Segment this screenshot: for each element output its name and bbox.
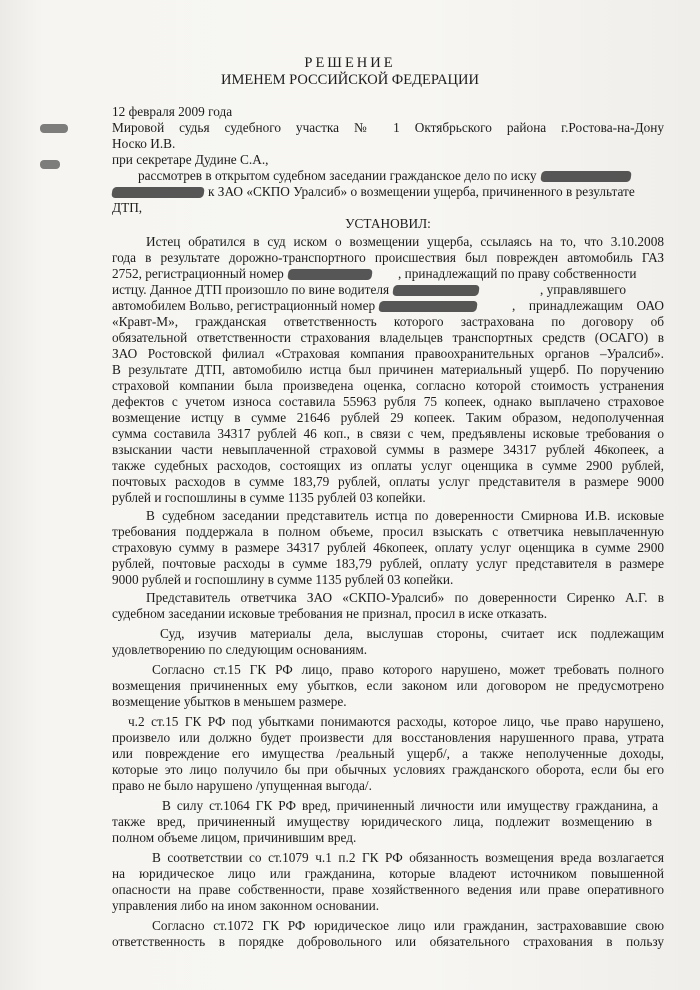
text-line-content: которые это лицо получило бы при обычных условиях гражданского оборота, если бы его xyxy=(112,762,664,777)
text-line-content: или повреждение его имущества /реальный ущерб/, а также неполученные доходы, xyxy=(112,746,664,761)
text-line-content: , управлявшего xyxy=(540,282,627,297)
text-line xyxy=(540,282,664,298)
text-line xyxy=(112,378,664,394)
text-line-content: сумма составила 34317 рублей 46 коп., в связи с чем, предъявлены исковые требования о xyxy=(112,426,664,441)
text-line-content: возмещение убытков в меньшем размере. xyxy=(112,694,347,709)
text-line xyxy=(146,590,664,606)
text-line-content: также судебных расходов, состоящих из оплаты услуг оценщика в сумме 2900 рублей, xyxy=(112,458,664,473)
text-line xyxy=(112,490,512,506)
text-line-content: на юридическое лицо или гражданина, которые владеют источником повышенной xyxy=(112,866,664,881)
text-line-content: управления либо на ином законном основании. xyxy=(112,898,380,913)
text-line-content: В соответствии со ст.1079 ч.1 п.2 ГК РФ обязанность возмещения вреда возлагается xyxy=(152,850,664,865)
text-line xyxy=(112,250,664,266)
text-line xyxy=(112,394,664,410)
text-line-content: Согласно ст.15 ГК РФ лицо, право которого нарушено, может требовать полного xyxy=(152,662,664,677)
margin-mark xyxy=(40,160,60,169)
redaction-mark xyxy=(540,171,632,182)
text-line xyxy=(112,184,664,200)
text-line xyxy=(112,524,664,540)
text-line xyxy=(146,508,664,524)
text-line xyxy=(112,200,212,216)
text-line xyxy=(112,346,664,362)
section-heading xyxy=(112,216,664,232)
text-line-content: полном объеме лицом, причинившим вред. xyxy=(112,830,357,845)
text-line xyxy=(112,314,664,330)
text-line xyxy=(112,152,412,168)
text-line xyxy=(112,474,664,490)
text-line xyxy=(112,330,664,346)
text-line xyxy=(112,882,664,898)
text-line-content: при секретаре Дудине С.А., xyxy=(112,152,269,167)
text-line-content: «Кравт-М», гражданская ответственность которого застрахована по договору об xyxy=(112,314,664,329)
text-line-content: истцу. Данное ДТП произошло по вине водителя xyxy=(112,282,390,297)
text-line-content: Мировой судья судебного участка № 1 Октябрьского района г.Ростова-на-Дону xyxy=(112,120,664,135)
text-line xyxy=(112,866,664,882)
text-line-content: , принадлежащим ОАО xyxy=(512,298,664,313)
redaction-mark xyxy=(111,187,205,198)
text-line xyxy=(112,814,652,830)
text-line-content: страховую сумму в размере 34317 рублей 46копеек, оплату услуг оценщика в сумме 2900 xyxy=(112,540,664,555)
text-line-content: судебном заседании исковые требования не признал, просил в иске отказать. xyxy=(112,606,548,621)
margin-mark xyxy=(40,124,68,133)
text-line xyxy=(112,830,412,846)
text-line xyxy=(112,362,664,378)
text-line xyxy=(112,762,664,778)
text-line-content: 9000 рублей и госпошлину в сумме 1135 рублей 03 копейки. xyxy=(112,572,454,587)
text-line xyxy=(112,104,412,120)
text-line-content: страховой компании была произведена оценка, согласно которой стоимость устранения xyxy=(112,378,664,393)
text-line-content: право не было нарушено /упущенная выгода/. xyxy=(112,778,372,793)
text-line-content: Согласно ст.1072 ГК РФ юридическое лицо или гражданин, застраховавшие свою xyxy=(152,918,664,933)
text-line-content: В результате ДТП, автомобилю истца был причинен материальный ущерб. По поручению xyxy=(112,362,664,377)
text-line-content: В судебном заседании представитель истца по доверенности Смирнова И.В. исковые xyxy=(146,508,664,523)
text-line-content: автомобилем Вольво, регистрационный номер xyxy=(112,298,376,313)
document-subtitle: ИМЕНЕМ РОССИЙСКОЙ ФЕДЕРАЦИИ xyxy=(221,72,479,88)
text-line xyxy=(112,934,664,950)
text-line-content: Суд, изучив материалы дела, выслушав стороны, считает иск подлежащим xyxy=(160,626,664,641)
text-line xyxy=(112,410,664,426)
text-line xyxy=(112,136,312,152)
text-line-content: ДТП, xyxy=(112,200,143,215)
text-line xyxy=(112,778,412,794)
text-line xyxy=(398,266,664,282)
text-line-content: обязательной ответственности страхования владельцев транспортных средств (ОСАГО) в xyxy=(112,330,664,345)
text-line xyxy=(112,642,412,658)
text-line xyxy=(138,168,631,184)
text-line-content: Истец обратился в суд иском о возмещении ущерба, ссылаясь на то, что 3.10.2008 xyxy=(146,234,664,249)
text-line xyxy=(112,426,664,442)
text-line-content: года в результате дорожно-транспортного происшествия был поврежден автомобиль ГАЗ xyxy=(112,250,664,265)
text-line xyxy=(112,282,479,298)
text-line-content: также вред, причиненный имуществу юридического лица, подлежит возмещению в xyxy=(112,814,652,829)
text-line-content: рублей и госпошлины в сумме 1135 рублей 03 копейки. xyxy=(112,490,426,505)
text-line xyxy=(162,798,658,814)
text-line-content: удовлетворению по следующим основаниям. xyxy=(112,642,368,657)
text-line-content: опасности на праве собственности, праве хозяйственного ведения или праве оперативного xyxy=(112,882,664,897)
text-line-content: рассмотрев в открытом судебном заседании гражданское дело по иску xyxy=(138,168,537,183)
text-line-content: ЗАО Ростовской филиал «Страховая компания правоохранительных органов –Уралсиб». xyxy=(112,346,664,361)
text-line-content: почтовых расходов в сумме 183,79 рублей, оплаты услуг представителя в размере 9000 xyxy=(112,474,664,489)
text-line xyxy=(160,626,664,642)
text-line xyxy=(152,662,664,678)
text-line xyxy=(112,556,664,572)
text-line xyxy=(112,298,477,314)
text-line-content: , принадлежащий по праву собственности xyxy=(398,266,637,281)
text-line-content: УСТАНОВИЛ: xyxy=(345,216,431,231)
redaction-mark xyxy=(378,301,478,312)
text-line xyxy=(146,234,664,250)
text-line xyxy=(112,572,512,588)
text-line xyxy=(112,540,664,556)
text-line-content: ч.2 ст.15 ГК РФ под убытками понимаются расходы, которое лицо, чье право нарушено, xyxy=(128,714,664,729)
text-line-content: возмещения причиненных ему убытков, если законом или договором не предусмотрено xyxy=(112,678,664,693)
text-line xyxy=(112,606,592,622)
text-line xyxy=(152,918,664,934)
text-line-content: произвело или должно будет произвести для восстановления нарушенного права, утрата xyxy=(112,730,664,745)
text-line xyxy=(112,120,664,136)
text-line-content: ответственность в порядке добровольного или обязательного страхования в пользу xyxy=(112,934,664,949)
text-line-content: В силу ст.1064 ГК РФ вред, причиненный личности или имуществу гражданина, а xyxy=(162,798,658,813)
text-line-content: взыскании части невыплаченной страховой суммы в размере 34317 рублей 46копеек, а xyxy=(112,442,664,457)
text-line-content: возмещение истцу в сумме 21646 рублей 29 копеек. Таким образом, недополученная xyxy=(112,410,664,425)
text-line-content: требования поддержала в полном объеме, просил взыскать с ответчика невыплаченную xyxy=(112,524,664,539)
text-line xyxy=(112,442,664,458)
text-line-content: 12 февраля 2009 года xyxy=(112,104,233,119)
text-line xyxy=(128,714,664,730)
text-line-content: Носко И.В. xyxy=(112,136,176,151)
text-line xyxy=(112,694,412,710)
redaction-mark xyxy=(392,285,480,296)
text-line xyxy=(112,730,664,746)
redaction-mark xyxy=(287,269,373,280)
text-line-content: рублей, почтовые расходы в сумме 183,79 рублей, оплату услуг представителя в размере xyxy=(112,556,664,571)
text-line xyxy=(112,678,664,694)
text-line xyxy=(112,458,664,474)
text-line xyxy=(152,850,664,866)
text-line-content: к ЗАО «СКПО Уралсиб» о возмещении ущерба, причиненного в результате xyxy=(208,184,635,199)
text-line-content: дефектов с учетом износа составила 55963 рубля 75 копеек, однако выплачено страховое xyxy=(112,394,664,409)
text-line xyxy=(112,746,664,762)
document-title: РЕШЕНИЕ xyxy=(304,55,396,71)
text-line xyxy=(112,266,372,282)
text-line xyxy=(512,298,664,314)
text-line-content: 2752, регистрационный номер xyxy=(112,266,284,281)
text-line-content: Представитель ответчика ЗАО «СКПО-Уралсиб» по доверенности Сиренко А.Г. в xyxy=(146,590,664,605)
text-line xyxy=(112,898,412,914)
